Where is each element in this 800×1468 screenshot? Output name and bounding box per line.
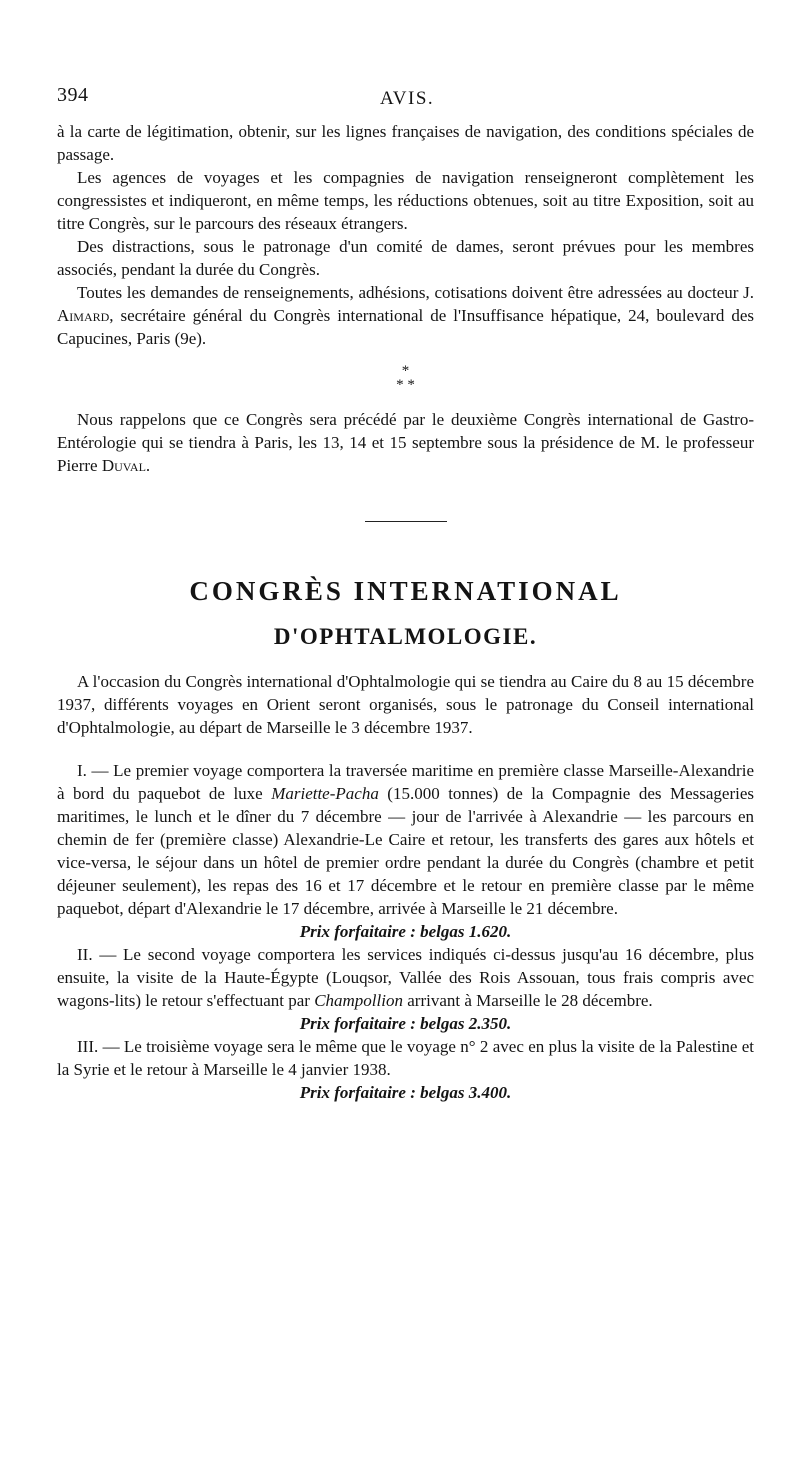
demandes-text: Toutes les demandes de renseignements, adhésions, cotisations doivent être adressées au docteur J. xyxy=(77,283,754,302)
section-divider xyxy=(365,521,447,522)
asterism-divider xyxy=(57,364,754,392)
ship-name-mariette: Mariette-Pacha xyxy=(271,784,379,803)
paragraph-intro: A l'occasion du Congrès international d'Ophtalmologie qui se tiendra au Caire du 8 au 15 décembre 1937, différents voyages en Orient seront organisés, sous le patronage du Conseil international d'Ophtalmologie, au départ de Marseille le 3 décembre 1937. xyxy=(57,672,754,737)
spacer xyxy=(57,739,754,759)
voyage-2-text: II. — Le second voyage comportera les services indiqués ci-dessus jusqu'au 16 décembre, plus ensuite, la visite de la Haute-Égypte (Louqsor, Vallée des Rois Assouan, tous frais compris avec wagons-lits) le retour s'effectuant par xyxy=(57,945,754,1010)
page-body xyxy=(57,120,754,1104)
asterism-bottom: * * xyxy=(396,377,415,393)
paragraph-voyage-1 xyxy=(57,759,754,920)
paragraph-legitimation: à la carte de légitimation, obtenir, sur les lignes françaises de navigation, des conditions spéciales de passage. xyxy=(57,122,754,164)
voyage-2-price: Prix forfaitaire : belgas 2.350. xyxy=(299,1014,512,1033)
secretary-name: Aimard xyxy=(57,306,110,325)
gastro-text-end: . xyxy=(145,456,151,475)
gastro-text: Nous rappelons que ce Congrès sera précédé par le deuxième Congrès international de Gastro-Entérologie qui se tiendra à Paris, les 13, 14 et 15 septembre sous la présidence de M. le professeur Pierre xyxy=(57,410,754,475)
paragraph-voyage-3: III. — Le troisième voyage sera le même que le voyage n° 2 avec en plus la visite de la Palestine et la Syrie et le retour à Marseille le 4 janvier 1938. xyxy=(57,1037,754,1079)
paragraph-voyage-2 xyxy=(57,943,754,1012)
running-title: AVIS. xyxy=(380,88,435,109)
professor-name: Duval xyxy=(101,456,146,475)
ship-name-champollion: Champollion xyxy=(314,991,403,1010)
paragraph-demandes xyxy=(57,281,754,350)
paragraph-distractions: Des distractions, sous le patronage d'un comité de dames, seront prévues pour les membres associés, pendant la durée du Congrès. xyxy=(57,237,754,279)
demandes-text-end: , secrétaire général du Congrès international de l'Insuffisance hépatique, 24, boulevard des Capucines, Paris (9e). xyxy=(57,306,754,348)
section-title: CONGRÈS INTERNATIONAL xyxy=(189,576,622,606)
section-subtitle: D'OPHTALMOLOGIE. xyxy=(273,624,538,649)
voyage-2-text-end: arrivant à Marseille le 28 décembre. xyxy=(402,991,653,1010)
paragraph-agences: Les agences de voyages et les compagnies de navigation renseigneront complètement les congressistes et indiqueront, en même temps, les réductions obtenues, soit au titre Exposition, soit au titre Congrès, sur le parcours des réseaux étrangers. xyxy=(57,168,754,233)
voyage-1-text: I. — Le premier voyage comportera la traversée maritime en première classe Marseille-Alexandrie à bord du paquebot de luxe xyxy=(57,761,754,803)
voyage-3-price: Prix forfaitaire : belgas 3.400. xyxy=(299,1083,512,1102)
voyage-1-text-end: (15.000 tonnes) de la Compagnie des Messageries maritimes, le lunch et le dîner du 7 décembre — jour de l'arrivée à Alexandrie — les parcours en chemin de fer (première classe) Alexandrie-Le Caire et retour, les transferts des gares aux hôtels et vice-versa, le séjour dans un hôtel de premier ordre pendant la durée du Congrès (chambre et petit déjeuner seulement), les repas des 16 et 17 décembre et le retour en première classe par le même paquebot, départ d'Alexandrie le 17 décembre, arrivée à Marseille le 21 décembre. xyxy=(57,784,754,918)
page-number: 394 xyxy=(57,84,89,106)
asterism-top: * xyxy=(401,363,410,379)
paragraph-gastro xyxy=(57,408,754,477)
voyage-1-price: Prix forfaitaire : belgas 1.620. xyxy=(299,922,512,941)
